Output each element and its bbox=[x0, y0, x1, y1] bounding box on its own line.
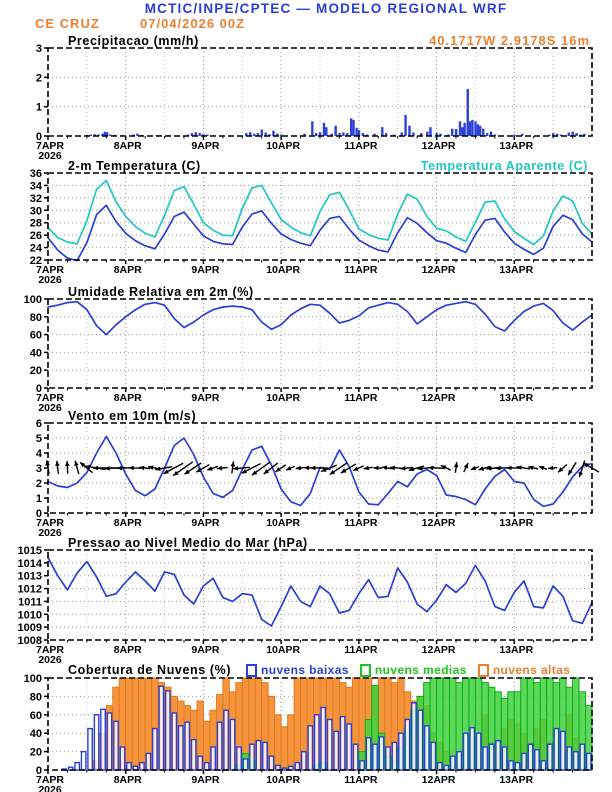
legend-label-nuvens-altas: nuvens altas bbox=[492, 663, 571, 677]
svg-text:11APR: 11APR bbox=[344, 392, 378, 404]
svg-text:22: 22 bbox=[29, 255, 42, 267]
svg-text:0: 0 bbox=[35, 508, 42, 520]
svg-text:12APR: 12APR bbox=[421, 140, 456, 152]
svg-text:2: 2 bbox=[35, 72, 42, 85]
svg-text:12APR: 12APR bbox=[421, 774, 456, 786]
svg-text:9APR: 9APR bbox=[191, 264, 220, 276]
svg-text:28: 28 bbox=[29, 217, 42, 230]
cloud-legend bbox=[246, 663, 570, 677]
svg-text:80: 80 bbox=[29, 311, 42, 324]
panel-title-pressure: Pressao ao Nivel Medio do Mar (hPa) bbox=[68, 536, 308, 550]
svg-text:0: 0 bbox=[35, 765, 42, 777]
svg-text:1009: 1009 bbox=[17, 622, 42, 635]
legend-item-nuvens-baixas bbox=[246, 663, 349, 677]
legend-swatch-nuvens-baixas bbox=[246, 664, 257, 677]
page-title: MCTIC/INPE/CPTEC — MODELO REGIONAL WRF bbox=[144, 1, 508, 16]
svg-text:7APR: 7APR bbox=[35, 644, 65, 656]
svg-text:9APR: 9APR bbox=[191, 644, 220, 656]
panel-3-chart bbox=[36, 418, 599, 539]
svg-text:40: 40 bbox=[29, 347, 42, 360]
svg-text:7APR: 7APR bbox=[35, 517, 65, 529]
panel-title-wind: Vento em 10m (m/s) bbox=[68, 409, 197, 423]
svg-text:4: 4 bbox=[35, 448, 42, 460]
svg-text:1013: 1013 bbox=[17, 570, 42, 583]
svg-text:7APR: 7APR bbox=[35, 264, 65, 276]
panel-title-apparent-temperature: Temperatura Aparente (C) bbox=[420, 159, 588, 173]
panel-4-chart bbox=[18, 545, 592, 666]
svg-text:32: 32 bbox=[29, 192, 42, 205]
svg-text:12APR: 12APR bbox=[421, 264, 456, 276]
svg-text:5: 5 bbox=[35, 433, 42, 445]
panel-2-chart bbox=[24, 294, 592, 414]
svg-text:2026: 2026 bbox=[38, 654, 62, 666]
svg-text:8APR: 8APR bbox=[113, 264, 142, 276]
svg-text:30: 30 bbox=[29, 205, 42, 218]
svg-text:1015: 1015 bbox=[17, 545, 42, 557]
svg-text:7APR: 7APR bbox=[35, 774, 65, 786]
panel-0-chart bbox=[36, 43, 592, 162]
svg-text:11APR: 11APR bbox=[344, 774, 378, 786]
panel-1-chart bbox=[30, 168, 592, 286]
svg-text:1008: 1008 bbox=[17, 635, 42, 647]
svg-text:13APR: 13APR bbox=[499, 644, 534, 656]
svg-text:9APR: 9APR bbox=[191, 517, 220, 529]
legend-item-nuvens-altas bbox=[478, 663, 571, 677]
svg-text:8APR: 8APR bbox=[113, 392, 142, 404]
svg-text:13APR: 13APR bbox=[499, 517, 534, 529]
svg-text:7APR: 7APR bbox=[35, 140, 65, 152]
svg-text:6: 6 bbox=[35, 418, 42, 430]
svg-text:1010: 1010 bbox=[17, 609, 42, 622]
svg-text:9APR: 9APR bbox=[191, 774, 220, 786]
svg-text:8APR: 8APR bbox=[113, 140, 142, 152]
svg-text:2026: 2026 bbox=[38, 784, 62, 792]
svg-text:0: 0 bbox=[35, 383, 42, 395]
svg-text:3: 3 bbox=[35, 43, 42, 55]
svg-text:0: 0 bbox=[35, 131, 42, 143]
svg-text:9APR: 9APR bbox=[191, 140, 220, 152]
svg-text:10APR: 10APR bbox=[266, 264, 301, 276]
svg-text:20: 20 bbox=[29, 365, 42, 378]
svg-text:36: 36 bbox=[29, 168, 42, 180]
svg-text:40: 40 bbox=[29, 728, 42, 741]
svg-text:13APR: 13APR bbox=[499, 774, 534, 786]
svg-text:12APR: 12APR bbox=[421, 392, 456, 404]
panel-title-temperature: 2-m Temperatura (C) bbox=[68, 159, 201, 173]
station-label: CE CRUZ bbox=[35, 16, 100, 31]
svg-text:10APR: 10APR bbox=[266, 517, 301, 529]
model-run-label: 07/04/2026 00Z bbox=[140, 16, 246, 31]
svg-text:13APR: 13APR bbox=[499, 140, 534, 152]
svg-text:11APR: 11APR bbox=[344, 644, 378, 656]
legend-swatch-nuvens-altas bbox=[478, 664, 489, 677]
panel-5-chart bbox=[24, 673, 592, 792]
svg-text:100: 100 bbox=[23, 673, 42, 685]
svg-text:2026: 2026 bbox=[38, 402, 62, 414]
svg-text:1012: 1012 bbox=[17, 583, 42, 596]
svg-text:8APR: 8APR bbox=[113, 644, 142, 656]
legend-item-nuvens-medias bbox=[360, 663, 467, 677]
panel-title-humidity: Umidade Relativa em 2m (%) bbox=[68, 285, 254, 299]
svg-text:26: 26 bbox=[29, 230, 42, 243]
svg-text:8APR: 8APR bbox=[113, 774, 142, 786]
svg-text:11APR: 11APR bbox=[344, 264, 378, 276]
svg-text:8APR: 8APR bbox=[113, 517, 142, 529]
coordinates-label: 40.1717W 2.9178S 16m bbox=[429, 33, 590, 48]
svg-text:11APR: 11APR bbox=[344, 517, 378, 529]
svg-text:1: 1 bbox=[35, 101, 42, 114]
svg-text:7APR: 7APR bbox=[35, 392, 65, 404]
svg-text:12APR: 12APR bbox=[421, 644, 456, 656]
svg-text:1: 1 bbox=[35, 493, 42, 505]
legend-label-nuvens-baixas: nuvens baixas bbox=[261, 663, 349, 677]
svg-text:10APR: 10APR bbox=[266, 392, 301, 404]
svg-text:80: 80 bbox=[29, 691, 42, 704]
panel-title-cloud-cover: Cobertura de Nuvens (%) bbox=[68, 663, 232, 677]
svg-text:10APR: 10APR bbox=[266, 644, 301, 656]
svg-text:2: 2 bbox=[35, 478, 42, 490]
legend-swatch-nuvens-medias bbox=[360, 664, 371, 677]
svg-text:10APR: 10APR bbox=[266, 774, 301, 786]
svg-text:2026: 2026 bbox=[38, 274, 62, 286]
svg-text:11APR: 11APR bbox=[344, 140, 378, 152]
panel-title-precipitation: Precipitacao (mm/h) bbox=[68, 34, 199, 48]
svg-text:100: 100 bbox=[23, 294, 42, 306]
svg-text:10APR: 10APR bbox=[266, 140, 301, 152]
svg-text:2026: 2026 bbox=[38, 527, 62, 539]
svg-text:3: 3 bbox=[35, 463, 42, 475]
svg-text:12APR: 12APR bbox=[421, 517, 456, 529]
svg-text:60: 60 bbox=[29, 329, 42, 342]
svg-text:9APR: 9APR bbox=[191, 392, 220, 404]
svg-text:34: 34 bbox=[29, 180, 42, 193]
svg-text:13APR: 13APR bbox=[499, 392, 534, 404]
legend-label-nuvens-medias: nuvens medias bbox=[374, 663, 467, 677]
svg-text:60: 60 bbox=[29, 709, 42, 722]
svg-text:20: 20 bbox=[29, 746, 42, 759]
svg-text:13APR: 13APR bbox=[499, 264, 534, 276]
svg-text:1011: 1011 bbox=[18, 596, 42, 609]
svg-text:2026: 2026 bbox=[38, 150, 62, 162]
svg-text:24: 24 bbox=[29, 242, 42, 255]
svg-text:1014: 1014 bbox=[17, 557, 42, 570]
